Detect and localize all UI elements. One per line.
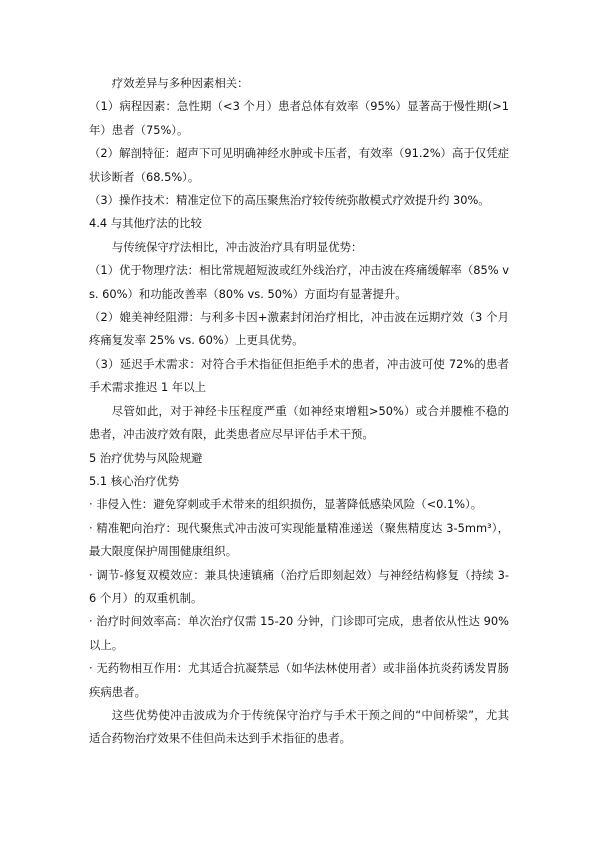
paragraph-item-physical: （1）优于物理疗法：相比常规超短波或红外线治疗，冲击波在疼痛缓解率（85% vs. 60%）和功能改善率（80% vs. 50%）方面均有显著提升。 — [89, 263, 509, 301]
paragraph-conclusion: 这些优势使冲击波成为介于传统保守治疗与手术干预之间的“中间桥梁”，尤其适合药物治疗效果不佳但尚未达到手术指征的患者。 — [89, 707, 509, 746]
bullet-non-invasive: · 非侵入性：避免穿刺或手术带来的组织损伤，显著降低感染风险（<0.1%）。 — [89, 497, 483, 512]
paragraph-intro: 疗效差异与多种因素相关： — [111, 76, 249, 90]
section-heading-5-1: 5.1 核心治疗优势 — [89, 473, 180, 488]
bullet-no-drug-interaction: · 无药物相互作用：尤其适合抗凝禁忌（如华法林使用者）或非甾体抗炎药诱发胃肠疾病患者。 — [89, 661, 509, 699]
section-heading-5: 5 治疗优势与风险规避 — [89, 450, 203, 465]
section-heading-4-4: 4.4 与其他疗法的比较 — [89, 216, 202, 231]
bullet-dual-effect: · 调节-修复双模效应：兼具快速镇痛（治疗后即刻起效）与神经结构修复（持续 3-6 个月）的双重机制。 — [89, 567, 509, 605]
paragraph-item-course: （1）病程因素：急性期（<3 个月）患者总体有效率（95%）显著高于慢性期(>1 年）患者（75%）。 — [89, 99, 509, 137]
paragraph-limitations: 尽管如此，对于神经卡压程度严重（如神经束增粗>50%）或合并腰椎不稳的患者，冲击波疗效有限，此类患者应尽早评估手术干预。 — [89, 403, 509, 442]
bullet-precision: · 精准靶向治疗：现代聚焦式冲击波可实现能量精准递送（聚焦精度达 3-5mm³），最大限度保护周围健康组织。 — [89, 520, 509, 559]
bullet-efficiency: · 治疗时间效率高：单次治疗仅需 15-20 分钟，门诊即可完成，患者依从性达 90%以上。 — [89, 614, 509, 652]
paragraph-item-surgery: （3）延迟手术需求：对符合手术指征但拒绝手术的患者，冲击波可使 72%的患者手术需求推迟 1 年以上 — [89, 356, 509, 395]
paragraph-item-anatomy: （2）解剖特征：超声下可见明确神经水肿或卡压者，有效率（91.2%）高于仅凭症状诊断者（68.5%）。 — [89, 146, 509, 184]
paragraph-comparison-intro: 与传统保守疗法相比，冲击波治疗具有明显优势： — [111, 239, 363, 254]
page-content — [89, 72, 509, 751]
paragraph-item-technique: （3）操作技术：精准定位下的高压聚焦治疗较传统弥散模式疗效提升约 30%。 — [89, 193, 490, 208]
paragraph-item-nerve-block: （2）媲美神经阻滞：与利多卡因+激素封闭治疗相比，冲击波在远期疗效（3 个月疼痛复发率 25% vs. 60%）上更具优势。 — [89, 310, 509, 348]
